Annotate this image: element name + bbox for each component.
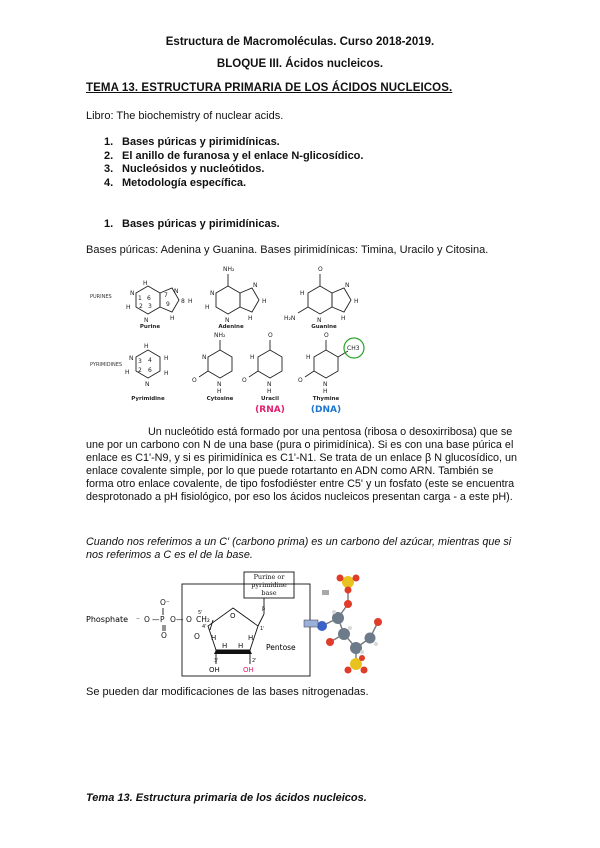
svg-text:O⁻: O⁻ <box>160 598 170 607</box>
svg-text:2': 2' <box>252 658 257 664</box>
course-title: Estructura de Macromoléculas. Curso 2018-2019. <box>165 36 435 48</box>
svg-text:6: 6 <box>148 367 152 374</box>
svg-text:N: N <box>129 355 134 362</box>
svg-text:N: N <box>217 381 222 388</box>
bases-line: Bases púricas: Adenina y Guanina. Bases pirimidínicas: Timina, Uracilo y Citosina. <box>86 244 489 256</box>
nitrogen-bases-figure <box>86 262 516 420</box>
toc-item: 4. Metodología específica. <box>104 176 247 189</box>
svg-text:H: H <box>205 304 210 311</box>
svg-text:N: N <box>267 381 272 388</box>
svg-text:N: N <box>174 288 179 295</box>
svg-text:O: O <box>194 632 200 641</box>
svg-text:8: 8 <box>181 298 185 305</box>
svg-text:OH: OH <box>209 666 220 674</box>
svg-text:H: H <box>250 354 255 361</box>
svg-text:H: H <box>211 634 217 642</box>
svg-text:2: 2 <box>139 303 143 310</box>
svg-text:H: H <box>306 354 311 361</box>
svg-text:H: H <box>170 315 175 322</box>
pyrimidine-label: Pyrimidine <box>131 396 165 402</box>
svg-text:H: H <box>248 315 253 322</box>
base-box-label: Purine or pyrimidine base <box>251 573 287 597</box>
section-heading: 1. Bases púricas y pirimidínicas. <box>104 218 280 230</box>
svg-text:O: O <box>230 612 236 620</box>
svg-text:H: H <box>126 304 131 311</box>
svg-text:H: H <box>341 315 346 322</box>
toc-item: 1. Bases púricas y pirimidínicas. <box>104 136 280 148</box>
svg-text:H₂N: H₂N <box>284 315 296 322</box>
thymine-label: Thymine <box>312 396 340 402</box>
svg-text:H: H <box>164 355 169 362</box>
svg-text:H: H <box>125 369 130 376</box>
svg-text:H: H <box>267 388 272 395</box>
svg-text:H: H <box>164 370 169 377</box>
guanine-label: Guanine <box>311 324 337 330</box>
cytosine-label: Cytosine <box>206 396 234 402</box>
modifications-line: Se pueden dar modificaciones de las bases nitrogenadas. <box>86 686 369 698</box>
svg-text:N: N <box>145 381 150 388</box>
svg-text:O: O <box>268 332 273 339</box>
svg-text:N: N <box>144 317 149 324</box>
svg-text:⁻: ⁻ <box>136 615 140 624</box>
svg-text:3: 3 <box>138 358 142 365</box>
uracil-label: Uracil <box>261 396 279 402</box>
svg-text:3: 3 <box>148 303 152 310</box>
svg-text:7: 7 <box>164 292 168 299</box>
svg-text:H: H <box>238 642 244 650</box>
svg-text:H: H <box>222 642 228 650</box>
dna-tag: (DNA) <box>310 405 342 415</box>
purines-row-label: PURINES <box>90 294 112 300</box>
svg-text:—: — <box>176 615 184 624</box>
svg-text:β: β <box>262 606 266 612</box>
block-title: BLOQUE III. Ácidos nucleicos. <box>216 58 384 70</box>
nucleotide-figure <box>86 568 416 684</box>
svg-text:H: H <box>262 298 267 305</box>
pyrimidines-row-label: PYRIMIDINES <box>90 362 123 368</box>
topic-title: TEMA 13. ESTRUCTURA PRIMARIA DE LOS ÁCIDOS NUCLEICOS. <box>86 82 453 94</box>
svg-text:O: O <box>170 615 176 624</box>
svg-text:4': 4' <box>202 624 207 630</box>
svg-text:N: N <box>210 290 215 297</box>
purine-label: Purine <box>139 324 161 330</box>
oh-2prime-label: OH <box>243 666 254 674</box>
carbon-prime-note: Cuando nos referimos a un C' (carbono prima) es un carbono del azúcar, mientras que si nos referimos a C es el de la base. <box>86 536 512 561</box>
methyl-label: CH3 <box>347 345 360 352</box>
svg-text:6: 6 <box>147 295 151 302</box>
svg-text:H: H <box>300 290 305 297</box>
svg-text:H: H <box>143 280 148 287</box>
svg-text:9: 9 <box>166 301 170 308</box>
footer-title: Tema 13. Estructura primaria de los ácidos nucleicos. <box>86 792 367 804</box>
svg-text:N: N <box>345 282 350 289</box>
svg-text:5': 5' <box>198 610 203 616</box>
svg-text:H: H <box>144 343 149 350</box>
svg-text:O: O <box>161 631 167 640</box>
ball-stick-model <box>304 575 382 674</box>
table-of-contents <box>104 136 363 190</box>
svg-text:H: H <box>248 634 254 642</box>
svg-text:1: 1 <box>138 295 142 302</box>
svg-text:NH₂: NH₂ <box>223 266 235 273</box>
toc-item: 3. Nucleósidos y nucleótidos. <box>104 163 265 175</box>
adenine-label: Adenine <box>218 324 244 330</box>
svg-text:CH₂: CH₂ <box>196 615 210 624</box>
svg-text:N: N <box>202 354 207 361</box>
svg-text:N: N <box>130 290 135 297</box>
svg-text:N: N <box>317 317 322 324</box>
svg-text:H: H <box>217 388 222 395</box>
svg-text:N: N <box>225 317 230 324</box>
svg-text:3': 3' <box>214 658 219 664</box>
svg-text:H: H <box>354 298 359 305</box>
svg-text:H: H <box>323 388 328 395</box>
nucleotide-paragraph: Un nucleótido está formado por una pentosa (ribosa o desoxirribosa) que se une por un carbono con N de una base (pura o pirimidínica). Si es con una base púrica el enlace es C1'-N9, y si es pirimidínica es C1'-N1. Se trata de un enlace β N glucosídico, un enlace covalente simple, por lo que puede rotartanto en ADN como ARN. También se forma otro enlace covalente, de tipo fosfodiéster entre C5' y un fosfato (este se encuentra desprotonado a pH fisiológico, por eso los ácidos nucleicos presentan carga - a este pH). <box>86 426 518 503</box>
pentose-label: Pentose <box>266 643 296 652</box>
svg-text:—: — <box>152 615 160 624</box>
svg-text:O: O <box>298 377 303 384</box>
book-reference: Libro: The biochemistry of nuclear acids. <box>86 110 284 122</box>
rna-tag: (RNA) <box>255 405 285 415</box>
phosphate-label: Phosphate <box>86 615 129 624</box>
svg-text:O: O <box>242 377 247 384</box>
svg-text:1': 1' <box>260 626 265 632</box>
svg-text:H: H <box>188 298 193 305</box>
svg-text:O: O <box>144 615 150 624</box>
svg-text:O: O <box>192 377 197 384</box>
svg-text:O: O <box>324 332 329 339</box>
svg-text:O: O <box>186 615 192 624</box>
svg-text:N: N <box>253 282 258 289</box>
svg-text:N: N <box>323 381 328 388</box>
svg-text:4: 4 <box>148 357 152 364</box>
svg-text:NH₂: NH₂ <box>214 332 226 339</box>
svg-text:O: O <box>318 266 323 273</box>
toc-item: 2. El anillo de furanosa y el enlace N-glicosídico. <box>104 149 364 162</box>
svg-text:2: 2 <box>138 367 142 374</box>
svg-text:P: P <box>160 615 165 624</box>
